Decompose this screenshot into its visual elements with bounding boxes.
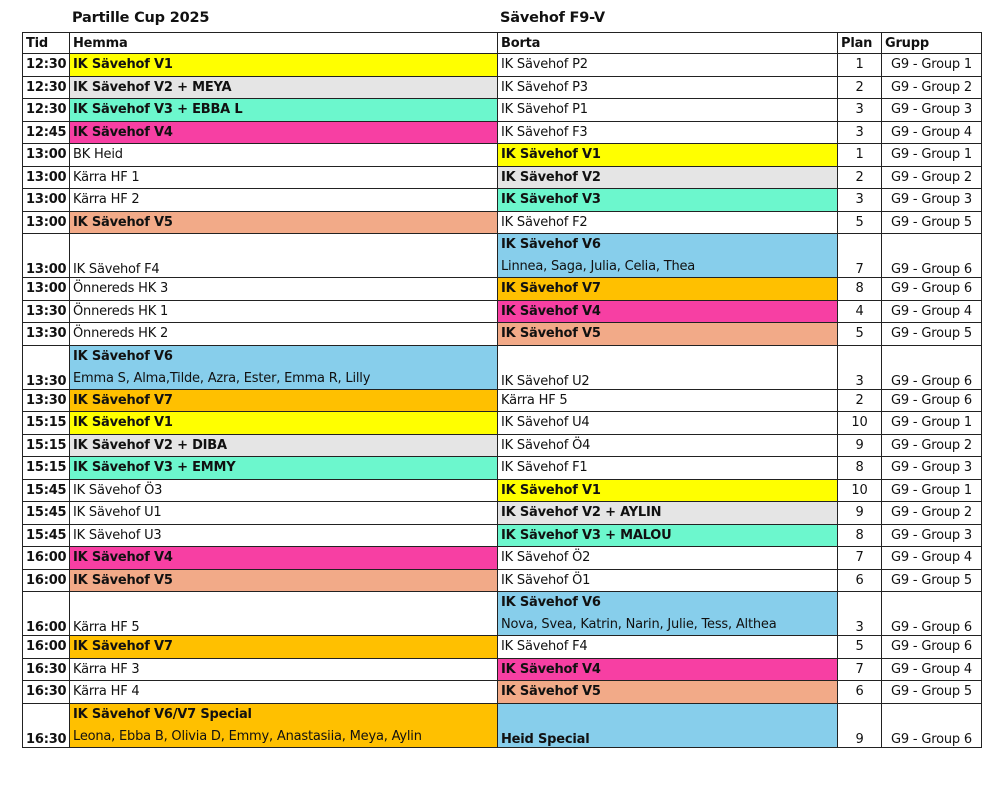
match-row [23,144,982,167]
away-team: IK Sävehof F4 [498,636,838,659]
match-group: G9 - Group 3 [882,524,982,547]
match-time: 13:00 [23,166,70,189]
away-team: IK Sävehof V3 + MALOU [498,524,838,547]
match-plan: 9 [838,703,882,747]
match-time: 13:30 [23,345,70,389]
away-team [498,234,838,278]
match-row [23,502,982,525]
match-group: G9 - Group 6 [882,703,982,747]
match-row [23,524,982,547]
match-plan: 3 [838,592,882,636]
match-plan: 10 [838,412,882,435]
away-team: IK Sävehof P3 [498,76,838,99]
match-time: 13:30 [23,300,70,323]
match-plan: 2 [838,389,882,412]
match-group: G9 - Group 3 [882,189,982,212]
away-team: IK Sävehof V1 [498,144,838,167]
match-time: 13:00 [23,211,70,234]
match-plan: 9 [838,502,882,525]
away-team: IK Sävehof Ö1 [498,569,838,592]
match-group: G9 - Group 3 [882,99,982,122]
match-row [23,703,982,747]
home-team: IK Sävehof V1 [70,54,498,77]
match-row [23,300,982,323]
match-time: 15:45 [23,524,70,547]
match-time: 13:30 [23,389,70,412]
match-time: 12:30 [23,99,70,122]
match-row [23,54,982,77]
home-team: IK Sävehof V3 + EMMY [70,457,498,480]
match-time: 16:30 [23,681,70,704]
match-group: G9 - Group 6 [882,592,982,636]
match-plan: 6 [838,681,882,704]
match-row [23,166,982,189]
cup-title: Partille Cup 2025 [72,10,210,26]
match-time: 13:00 [23,278,70,301]
match-time: 16:00 [23,636,70,659]
home-team: IK Sävehof V4 [70,547,498,570]
match-group: G9 - Group 5 [882,681,982,704]
match-plan: 6 [838,569,882,592]
away-team: IK Sävehof P2 [498,54,838,77]
home-team: BK Heid [70,144,498,167]
match-time: 12:30 [23,76,70,99]
match-plan: 7 [838,658,882,681]
home-team: Önnereds HK 1 [70,300,498,323]
away-team: IK Sävehof V3 [498,189,838,212]
match-plan: 3 [838,189,882,212]
match-plan: 8 [838,457,882,480]
match-plan: 3 [838,345,882,389]
match-plan: 10 [838,479,882,502]
match-row [23,658,982,681]
match-time: 16:30 [23,703,70,747]
home-team: IK Sävehof V5 [70,211,498,234]
home-team: IK Sävehof V2 + DIBA [70,434,498,457]
away-team-players: Nova, Svea, Katrin, Narin, Julie, Tess, Althea [501,617,777,632]
column-header-plan: Plan [838,33,882,54]
away-team: IK Sävehof V4 [498,658,838,681]
match-group: G9 - Group 4 [882,547,982,570]
match-group: G9 - Group 6 [882,636,982,659]
match-group: G9 - Group 5 [882,569,982,592]
away-team: IK Sävehof F1 [498,457,838,480]
away-team [498,592,838,636]
away-team: Kärra HF 5 [498,389,838,412]
match-plan: 5 [838,323,882,346]
match-plan: 8 [838,524,882,547]
match-time: 13:30 [23,323,70,346]
away-team-players: Linnea, Saga, Julia, Celia, Thea [501,259,696,274]
home-team: IK Sävehof V2 + MEYA [70,76,498,99]
match-row [23,434,982,457]
match-group: G9 - Group 3 [882,457,982,480]
match-plan: 5 [838,636,882,659]
match-row [23,681,982,704]
match-group: G9 - Group 5 [882,323,982,346]
match-row [23,345,982,389]
away-team-name: IK Sävehof V6 [501,595,601,610]
match-time: 16:00 [23,547,70,570]
home-team: IK Sävehof V3 + EBBA L [70,99,498,122]
home-team: IK Sävehof V1 [70,412,498,435]
away-team-name: IK Sävehof V6 [501,237,601,252]
column-header-borta: Borta [498,33,838,54]
away-team: IK Sävehof U2 [498,345,838,389]
schedule-table [22,32,982,748]
match-plan: 1 [838,144,882,167]
match-plan: 9 [838,434,882,457]
match-group: G9 - Group 1 [882,479,982,502]
match-plan: 7 [838,234,882,278]
match-time: 12:45 [23,121,70,144]
away-team: IK Sävehof F2 [498,211,838,234]
team-title: Sävehof F9-V [500,10,605,26]
away-team: IK Sävehof P1 [498,99,838,122]
home-team [70,345,498,389]
match-time: 12:30 [23,54,70,77]
home-team: IK Sävehof Ö3 [70,479,498,502]
match-group: G9 - Group 6 [882,389,982,412]
home-team: IK Sävehof V7 [70,636,498,659]
match-plan: 4 [838,300,882,323]
away-team: IK Sävehof V5 [498,681,838,704]
match-row [23,323,982,346]
home-team: Önnereds HK 2 [70,323,498,346]
home-team: IK Sävehof V5 [70,569,498,592]
away-team: IK Sävehof Ö4 [498,434,838,457]
home-team: IK Sävehof U3 [70,524,498,547]
home-team-name: IK Sävehof V6/V7 Special [73,706,252,722]
match-group: G9 - Group 6 [882,278,982,301]
column-header-hemma: Hemma [70,33,498,54]
home-team-players: Emma S, Alma,Tilde, Azra, Ester, Emma R, Lilly [73,370,371,386]
home-team: IK Sävehof V4 [70,121,498,144]
match-time: 16:00 [23,592,70,636]
match-plan: 7 [838,547,882,570]
match-row [23,569,982,592]
match-plan: 1 [838,54,882,77]
match-row [23,99,982,122]
match-plan: 3 [838,99,882,122]
away-team: IK Sävehof V4 [498,300,838,323]
match-row [23,457,982,480]
match-time: 13:00 [23,234,70,278]
match-row [23,234,982,278]
match-time: 16:30 [23,658,70,681]
home-team: Kärra HF 2 [70,189,498,212]
home-team: IK Sävehof V7 [70,389,498,412]
home-team: Kärra HF 3 [70,658,498,681]
match-plan: 2 [838,76,882,99]
away-team: IK Sävehof V7 [498,278,838,301]
home-team: Önnereds HK 3 [70,278,498,301]
match-plan: 2 [838,166,882,189]
home-team-players: Leona, Ebba B, Olivia D, Emmy, Anastasiia, Meya, Aylin [73,728,422,744]
away-team: IK Sävehof Ö2 [498,547,838,570]
header-row [23,33,982,54]
away-team: IK Sävehof U4 [498,412,838,435]
away-team: IK Sävehof V5 [498,323,838,346]
match-group: G9 - Group 1 [882,412,982,435]
match-row [23,479,982,502]
match-group: G9 - Group 1 [882,144,982,167]
match-time: 15:15 [23,434,70,457]
match-time: 15:15 [23,412,70,435]
away-team: IK Sävehof F3 [498,121,838,144]
away-team: IK Sävehof V2 + AYLIN [498,502,838,525]
match-group: G9 - Group 2 [882,434,982,457]
match-time: 15:45 [23,479,70,502]
match-group: G9 - Group 4 [882,121,982,144]
match-group: G9 - Group 4 [882,300,982,323]
match-time: 15:15 [23,457,70,480]
match-time: 15:45 [23,502,70,525]
match-group: G9 - Group 5 [882,211,982,234]
match-time: 16:00 [23,569,70,592]
match-group: G9 - Group 2 [882,166,982,189]
home-team: IK Sävehof F4 [70,234,498,278]
match-group: G9 - Group 4 [882,658,982,681]
away-team: IK Sävehof V2 [498,166,838,189]
away-team: IK Sävehof V1 [498,479,838,502]
match-row [23,278,982,301]
match-group: G9 - Group 6 [882,345,982,389]
home-team: Kärra HF 4 [70,681,498,704]
home-team [70,703,498,747]
match-time: 13:00 [23,144,70,167]
match-row [23,389,982,412]
home-team: Kärra HF 5 [70,592,498,636]
match-row [23,412,982,435]
match-group: G9 - Group 2 [882,76,982,99]
away-team: Heid Special [498,703,838,747]
match-group: G9 - Group 2 [882,502,982,525]
match-group: G9 - Group 6 [882,234,982,278]
match-time: 13:00 [23,189,70,212]
match-row [23,76,982,99]
match-plan: 8 [838,278,882,301]
match-row [23,189,982,212]
column-header-grupp: Grupp [882,33,982,54]
match-row [23,211,982,234]
home-team-name: IK Sävehof V6 [73,348,173,364]
match-row [23,121,982,144]
match-row [23,592,982,636]
schedule-body [23,54,982,748]
home-team: IK Sävehof U1 [70,502,498,525]
match-group: G9 - Group 1 [882,54,982,77]
column-header-tid: Tid [23,33,70,54]
match-row [23,636,982,659]
match-plan: 3 [838,121,882,144]
home-team: Kärra HF 1 [70,166,498,189]
match-row [23,547,982,570]
match-plan: 5 [838,211,882,234]
